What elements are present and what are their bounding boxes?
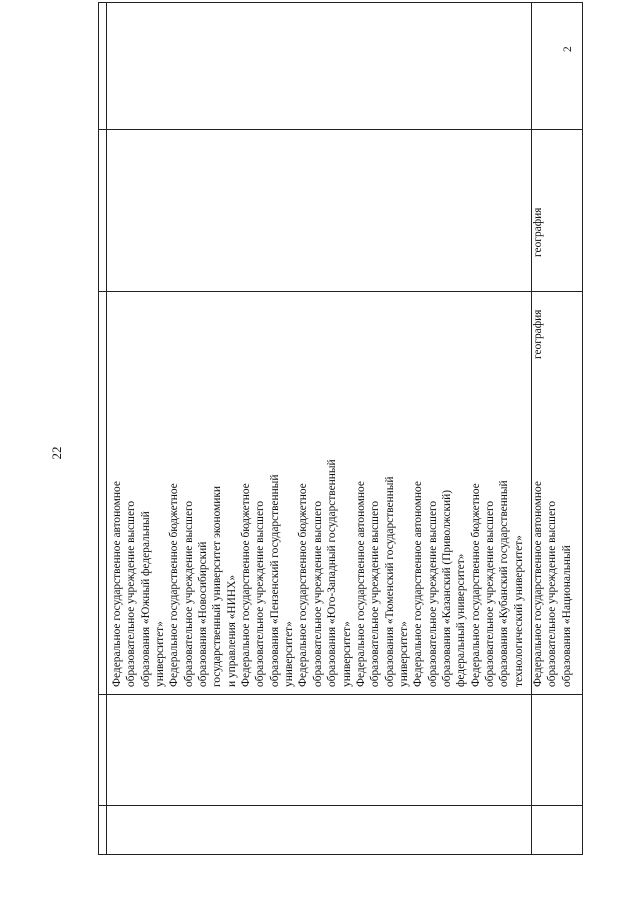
column-number: 2: [562, 46, 574, 52]
organization-line: университет»: [397, 621, 410, 687]
organization-line: университет»: [340, 621, 353, 687]
organization-line: Федеральное государственное бюджетное: [469, 483, 482, 687]
organization-line: образования «Кубанский государственный: [498, 480, 511, 687]
subject-cell-2: география: [532, 207, 544, 257]
next-organization-line: образовательное учреждение высшего: [546, 500, 559, 687]
table-container: [98, 2, 582, 855]
table-line-row-4: [98, 129, 582, 130]
organization-line: государственный университет экономики: [211, 486, 224, 687]
organization-line: образовательное учреждение высшего: [369, 500, 382, 687]
organization-line: Федеральное государственное бюджетное: [240, 483, 253, 687]
organization-line: образовательное учреждение высшего: [311, 500, 324, 687]
organization-line: технологический университет»: [512, 535, 525, 687]
organization-line: образовательное учреждение высшего: [254, 500, 267, 687]
table-line-row-1: [98, 805, 582, 806]
organization-line: Федеральное государственное бюджетное: [168, 483, 181, 687]
table-line-right: [98, 2, 582, 3]
table-line-row-2: [98, 694, 582, 695]
table-line-row-3: [98, 291, 582, 292]
table-line-left: [98, 854, 582, 855]
organization-line: Федеральное государственное автономное: [412, 481, 425, 687]
organization-line: университет»: [283, 621, 296, 687]
next-organization-line: Федеральное государственное автономное: [532, 481, 544, 687]
organization-list: [110, 459, 526, 687]
organization-line: образования «Пензенский государственный: [268, 474, 281, 687]
organization-line: образования «Тюменский государственный: [383, 476, 396, 687]
page-number: 22: [49, 446, 64, 460]
table-line-bottom: [582, 2, 583, 855]
organization-line: университет»: [154, 621, 167, 687]
organization-line: образовательное учреждение высшего: [483, 500, 496, 687]
organization-line: образования «Южный федеральный: [139, 511, 152, 687]
organization-line: образования «Новосибирский: [197, 541, 210, 687]
organization-line: и управления «НИНХ»: [225, 574, 238, 687]
next-organization: [531, 481, 574, 687]
organization-line: образования «Юго-Западный государственный: [326, 459, 339, 687]
organization-line: образовательное учреждение высшего: [182, 500, 195, 687]
organization-line: Федеральное государственное автономное: [111, 481, 123, 687]
organization-line: Федеральное государственное бюджетное: [297, 483, 310, 687]
next-organization-line: образования «Национальный: [560, 545, 573, 687]
subject-cell-1: география: [532, 309, 544, 359]
organization-line: федеральный университет»: [455, 553, 468, 687]
organization-line: Федеральное государственное автономное: [354, 481, 367, 687]
organization-line: образовательное учреждение высшего: [125, 500, 138, 687]
organization-line: образования «Казанский (Приволжский): [440, 490, 453, 687]
organization-line: образовательное учреждение высшего: [426, 500, 439, 687]
